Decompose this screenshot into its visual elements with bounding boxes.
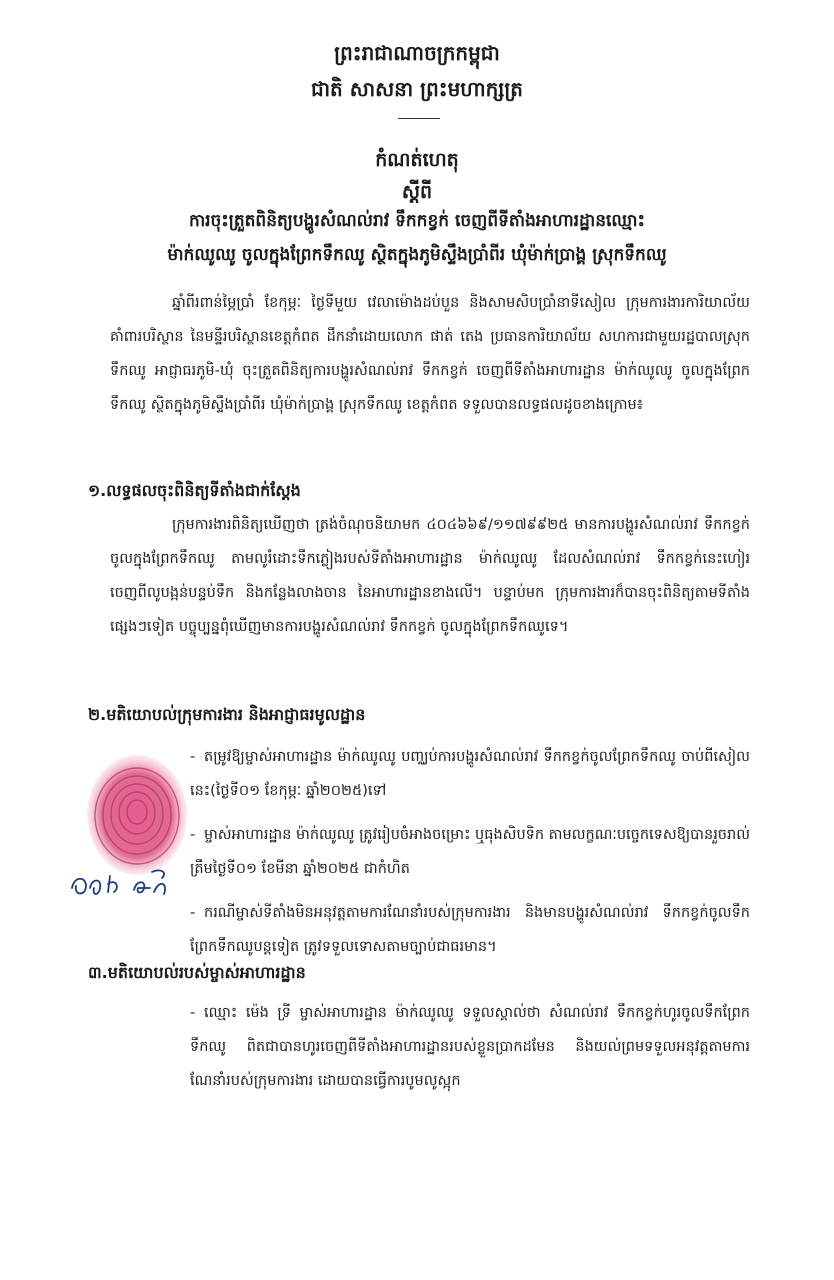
- list-item-text: ម្ចាស់អាហារដ្ឋាន ម៉ាក់ឈូឈូ ត្រូវរៀបចំអាងចម្រោះ ឬធុងសិបទិក តាមលក្ខណៈបច្ចេកទេសឱ្យបានរួចរាល់ ត្រឹមថ្ងៃទី០១ ខែមីនា ឆ្នាំ២០២៥ ជាកំហិត: [190, 827, 751, 877]
- list-item-text: ករណីម្ចាស់ទីតាំងមិនអនុវត្តតាមការណែនាំរបស់ក្រុមការងារ និងមានបង្ហូរសំណល់រាវ ទឹកកខ្វក់ចូលទឹកព្រែកទឹកឈូបន្តទៀត ត្រូវទទួលទោសតាមច្បាប់ជាធរមាន។: [190, 905, 750, 955]
- list-item: [190, 896, 750, 964]
- section1-body: ក្រុមការងារពិនិត្យឃើញថា ត្រង់ចំណុចនិយាមក ៤០៤៦៦៩/១១៧៩៩២៥ មានការបង្ហូរសំណល់រាវ ទឹកកខ្វក់ចូលក្នុងព្រែកទឹកឈូ តាមលូរំដោះទឹកភ្លៀងរបស់ទីតាំងអាហារដ្ឋាន ម៉ាក់ឈូឈូ ដែលសំណល់រាវ ទឹកកខ្វក់នេះហៀរចេញពីលូបង្អន់បន្ទប់ទឹក និងកន្លែងលាងចាន នៃអាហារដ្ឋានខាងលើ។ បន្ទាប់មក ក្រុមការងារក៏បានចុះពិនិត្យតាមទីតាំងផ្សេងៗទៀត បច្ចុប្បន្នពុំឃើញមានការបង្ហូរសំណល់រាវ ទឹកកខ្វក់ ចូលក្នុងព្រែកទឹកឈូទេ។: [110, 517, 750, 635]
- section3-heading: ៣.មតិយោបល់របស់ម្ចាស់អាហារដ្ឋាន: [88, 963, 306, 982]
- bullet-dash: -: [190, 1005, 196, 1021]
- bullet-dash: -: [190, 905, 196, 921]
- document-about-label: ស្តីពី: [401, 181, 433, 203]
- list-item: [190, 996, 750, 1098]
- section2-list: [190, 740, 750, 974]
- section3-list: [190, 996, 750, 1108]
- bullet-dash: -: [190, 749, 196, 765]
- kingdom-heading: ព្រះរាជាណាចក្រកម្ពុជា: [334, 41, 500, 65]
- document-title-line2: ម៉ាក់ឈូឈូ ចូលក្នុងព្រែកទឹកឈូ ស្ថិតក្នុងភូមិស្ទឹងប្រាំពីរ ឃុំម៉ាក់ប្រាង្គ ស្រុកទឹកឈូ: [167, 245, 667, 265]
- list-item-text: ឈ្មោះ ម៉េង ទ្រី ម្ចាស់អាហារដ្ឋាន ម៉ាក់ឈូឈូ ទទួលស្គាល់ថា សំណល់រាវ ទឹកកខ្វក់ហូរចូលទឹកព្រែកទឹកឈូ ពិតជាបានហូរចេញពីទីតាំងអាហារដ្ឋានរបស់ខ្លួនប្រាកដមែន និងយល់ព្រមទទួលអនុវត្តតាមការណែនាំរបស់ក្រុមការងារ ដោយបានធ្វើការបូមលូស្អុក: [190, 1005, 750, 1089]
- bullet-dash: -: [190, 827, 196, 843]
- divider-rule: [398, 118, 440, 119]
- document-type: កំណត់ហេតុ: [375, 149, 459, 171]
- document-title-line1: ការចុះត្រួតពិនិត្យបង្ហូរសំណល់រាវ ទឹកកខ្វក់ ចេញពីទីតាំងអាហារដ្ឋានឈ្មោះ: [188, 211, 646, 231]
- list-item-text: តម្រូវឱ្យម្ចាស់អាហារដ្ឋាន ម៉ាក់ឈូឈូ បញ្ឈប់ការបង្ហូរសំណល់រាវ ទឹកកខ្វក់ចូលព្រែកទឹកឈូ ចាប់ពីសៀលនេះ(ថ្ងៃទី០១ ខែកុម្ភៈ ឆ្នាំ២០២៥)ទៅ: [190, 749, 750, 799]
- section1-heading: ១.លទ្ធផលចុះពិនិត្យទីតាំងជាក់ស្តែង: [88, 481, 301, 500]
- handwritten-signature: [64, 858, 184, 908]
- section2-heading: ២.មតិយោបល់ក្រុមការងារ និងអាជ្ញាធរមូលដ្ឋាន: [88, 705, 366, 724]
- list-item: [190, 740, 750, 808]
- list-item: [190, 818, 750, 886]
- intro-paragraph: ឆ្នាំពីរពាន់ម្ភៃប្រាំ ខែកុម្ភៈ ថ្ងៃទីមួយ វេលាម៉ោងដប់បួន និងសាមសិបប្រាំនាទីសៀល ក្រុមការងារការិយាល័យគាំពារបរិស្ថាន នៃមន្ទីរបរិស្ថានខេត្តកំពត ដឹកនាំដោយលោក ផាត់ តេង ប្រធានការិយាល័យ សហការជាមួយរដ្ឋបាលស្រុកទឹកឈូ អាជ្ញាធរភូមិ-ឃុំ ចុះត្រួតពិនិត្យការបង្ហូរសំណល់រាវ ទឹកកខ្វក់ ចេញពីទីតាំងអាហារដ្ឋាន ម៉ាក់ឈូឈូ ចូលក្នុងព្រែកទឹកឈូ ស្ថិតក្នុងភូមិស្ទឹងប្រាំពីរ ឃុំម៉ាក់ប្រាង្គ ស្រុកទឹកឈូ ខេត្តកំពត ទទួលបានលទ្ធផលដូចខាងក្រោម៖: [110, 295, 750, 413]
- national-motto: ជាតិ សាសនា ព្រះមហាក្សត្រ: [311, 77, 523, 101]
